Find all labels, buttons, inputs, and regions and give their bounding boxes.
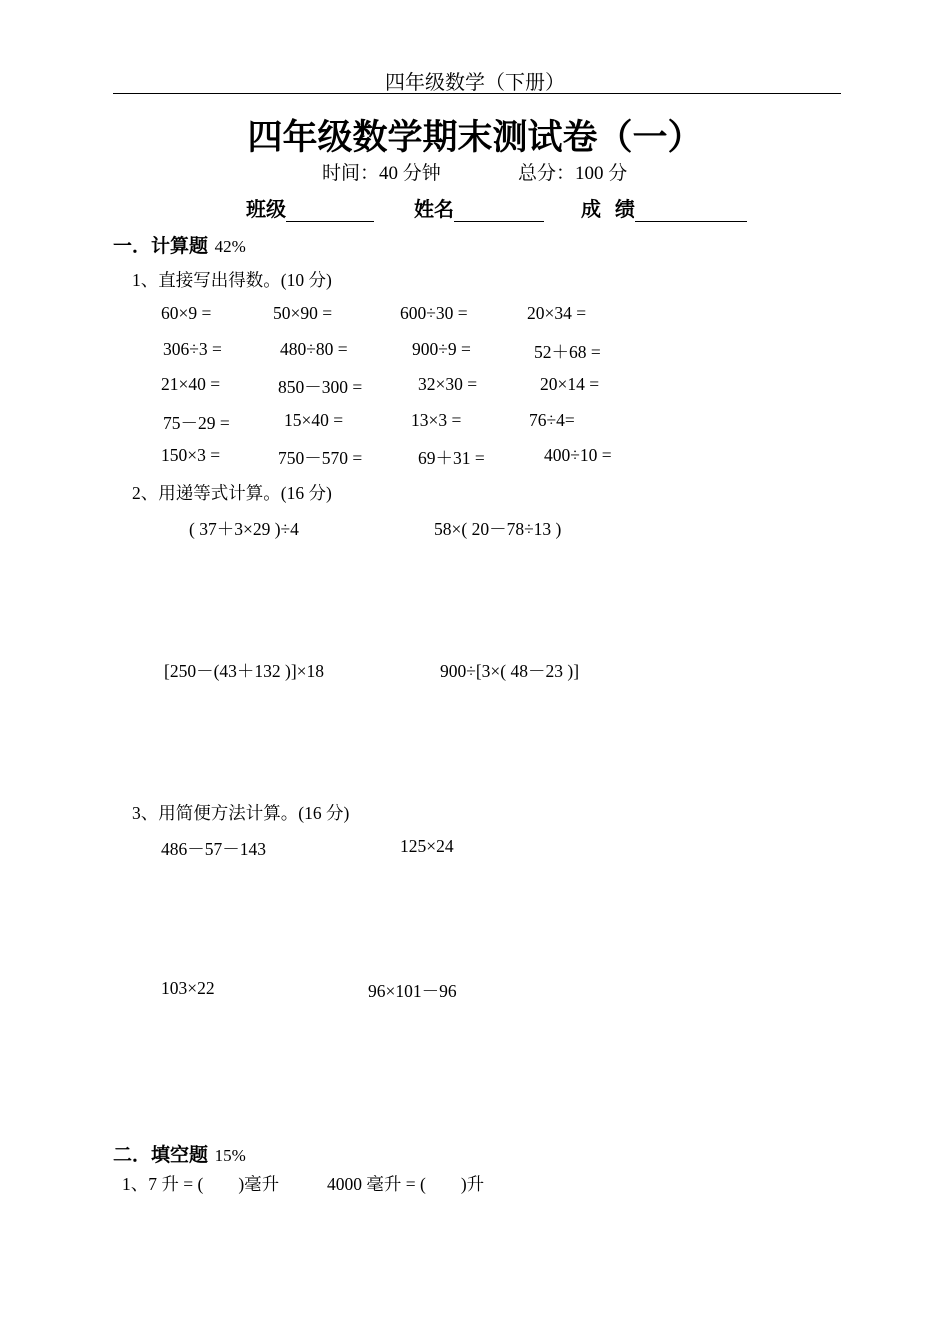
time-label: 时间：40 分钟 bbox=[322, 163, 441, 184]
section1-percent: 42% bbox=[214, 237, 246, 256]
expr: 480÷80 = bbox=[280, 339, 348, 359]
expr: 850－300 = bbox=[278, 377, 363, 397]
expr: [250－(43＋132 )]×18 bbox=[164, 661, 325, 681]
question-label: 3、用简便方法计算。(16 分) bbox=[132, 803, 350, 823]
header-rule bbox=[113, 93, 841, 94]
expr: 600÷30 = bbox=[400, 303, 468, 323]
expr: 400÷10 = bbox=[544, 445, 612, 465]
name-label: 姓名 bbox=[414, 197, 454, 221]
expr: 750－570 = bbox=[278, 448, 363, 468]
total-score-label: 总分：100 分 bbox=[518, 163, 628, 184]
expr: 150×3 = bbox=[161, 445, 221, 465]
expr: 75－29 = bbox=[163, 413, 230, 433]
expr: 486－57－143 bbox=[161, 839, 266, 859]
expr: 96×101－96 bbox=[368, 981, 457, 1001]
expr: 20×34 = bbox=[527, 303, 587, 323]
section-heading bbox=[113, 1140, 246, 1167]
expr: 21×40 = bbox=[161, 374, 221, 394]
expr: 32×30 = bbox=[418, 374, 478, 394]
section2-percent: 15% bbox=[214, 1146, 246, 1165]
expr: 69＋31 = bbox=[418, 448, 485, 468]
fill-blank-question: 4000 毫升 = ( )升 bbox=[327, 1174, 485, 1194]
expr: 15×40 = bbox=[284, 410, 344, 430]
expr: 900÷[3×( 48－23 )] bbox=[440, 661, 580, 681]
expr: 20×14 = bbox=[540, 374, 600, 394]
score-label: 成 绩 bbox=[581, 197, 635, 221]
name-blank bbox=[454, 201, 544, 222]
score-field bbox=[581, 193, 747, 222]
name-field bbox=[414, 193, 544, 222]
expr: 58×( 20－78÷13 ) bbox=[434, 519, 562, 539]
expr: ( 37＋3×29 )÷4 bbox=[189, 519, 299, 539]
question-label: 2、用递等式计算。(16 分) bbox=[132, 483, 332, 503]
score-blank bbox=[635, 201, 747, 222]
fill-blank-question: 1、7 升 = ( )毫升 bbox=[122, 1174, 280, 1194]
section1-title: 一．计算题 bbox=[113, 235, 209, 257]
expr: 306÷3 = bbox=[163, 339, 222, 359]
section2-title: 二．填空题 bbox=[113, 1144, 209, 1166]
expr: 103×22 bbox=[161, 978, 215, 998]
class-field bbox=[246, 193, 374, 222]
expr: 125×24 bbox=[400, 836, 454, 856]
question-label: 1、直接写出得数。(10 分) bbox=[132, 270, 332, 290]
running-header: 四年级数学（下册） bbox=[385, 70, 565, 94]
section-heading bbox=[113, 231, 246, 258]
class-blank bbox=[286, 201, 374, 222]
expr: 76÷4= bbox=[529, 410, 575, 430]
expr: 52＋68 = bbox=[534, 342, 601, 362]
class-label: 班级 bbox=[246, 197, 286, 221]
page-title: 四年级数学期末测试卷（一） bbox=[247, 118, 703, 158]
expr: 60×9 = bbox=[161, 303, 212, 323]
expr: 900÷9 = bbox=[412, 339, 471, 359]
expr: 13×3 = bbox=[411, 410, 462, 430]
expr: 50×90 = bbox=[273, 303, 333, 323]
